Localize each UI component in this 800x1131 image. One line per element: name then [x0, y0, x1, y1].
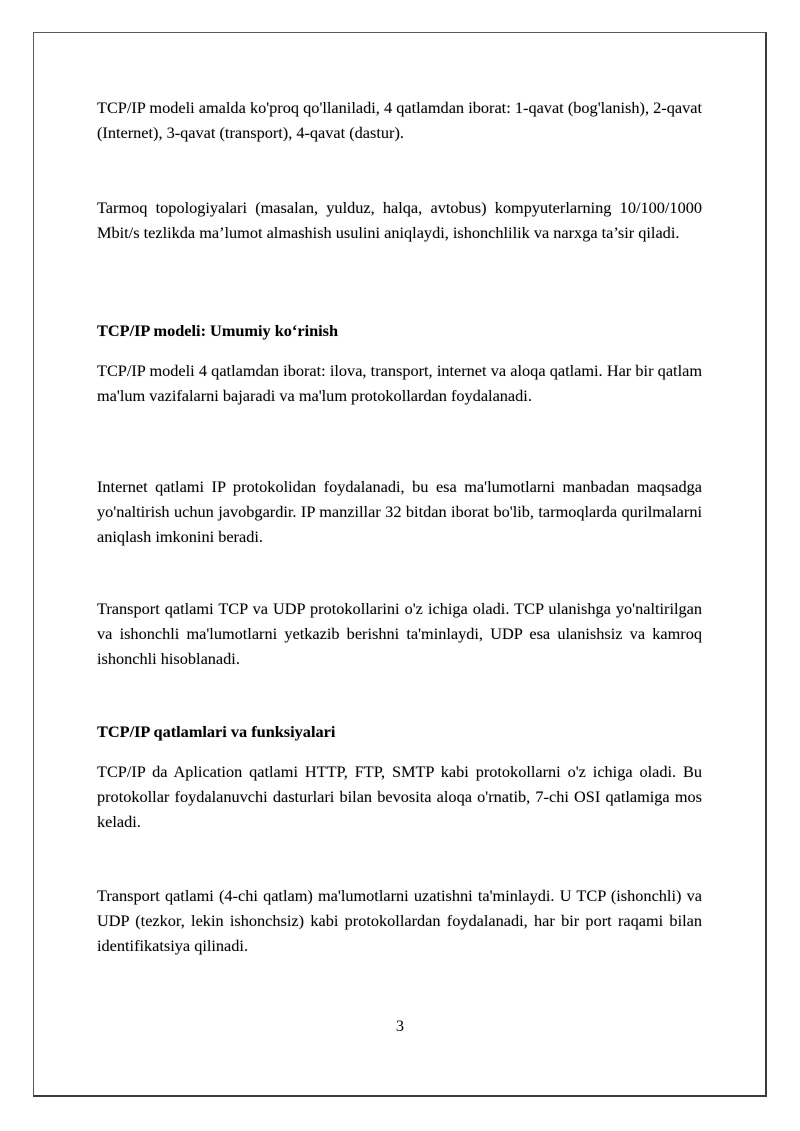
- page-number: 3: [395, 1016, 405, 1035]
- paragraph-internet-layer: Internet qatlami IP protokolidan foydalanadi, bu esa ma'lumotlarni manbadan maqsadga yo'naltirish uchun javobgardir. IP manzillar 32 bitdan iborat bo'lib, tarmoqlarda qurilmalarni aniqlash imkonini beradi.: [97, 477, 702, 546]
- section-heading-layers-functions: TCP/IP qatlamlari va funksiyalari: [97, 722, 336, 741]
- paragraph-transport-layer: Transport qatlami TCP va UDP protokollarini o'z ichiga oladi. TCP ulanishga yo'naltirilgan va ishonchli ma'lumotlarni yetkazib berishni ta'minlaydi, UDP esa ulanishsiz va kamroq ishonchli hisoblanadi.: [97, 599, 702, 668]
- paragraph-transport-layer-detail: Transport qatlami (4-chi qatlam) ma'lumotlarni uzatishni ta'minlaydi. U TCP (ishonchli) va UDP (tezkor, lekin ishonchsiz) kabi protokollardan foydalanadi, har bir port raqami bilan identifikatsiya qilinadi.: [97, 886, 702, 955]
- paragraph-network-topologies: Tarmoq topologiyalari (masalan, yulduz, halqa, avtobus) kompyuterlarning 10/100/1000 Mbit/s tezlikda ma’lumot almashish usulini aniqlaydi, ishonchlilik va narxga ta’sir qiladi.: [97, 198, 702, 242]
- section-heading-overview: TCP/IP modeli: Umumiy ko‘rinish: [97, 321, 339, 340]
- paragraph-application-layer: TCP/IP da Aplication qatlami HTTP, FTP, SMTP kabi protokollarni o'z ichiga oladi. Bu protokollar foydalanuvchi dasturlari bilan bevosita aloqa o'rnatib, 7-chi OSI qatlamiga mos keladi.: [97, 762, 702, 831]
- paragraph-tcpip-usage: TCP/IP modeli amalda ko'proq qo'llaniladi, 4 qatlamdan iborat: 1-qavat (bog'lanish), 2-qavat (Internet), 3-qavat (transport), 4-qavat (dastur).: [97, 98, 702, 142]
- paragraph-tcpip-layers: TCP/IP modeli 4 qatlamdan iborat: ilova, transport, internet va aloqa qatlami. Har bir qatlam ma'lum vazifalarni bajaradi va ma'lum protokollardan foydalanadi.: [97, 361, 702, 405]
